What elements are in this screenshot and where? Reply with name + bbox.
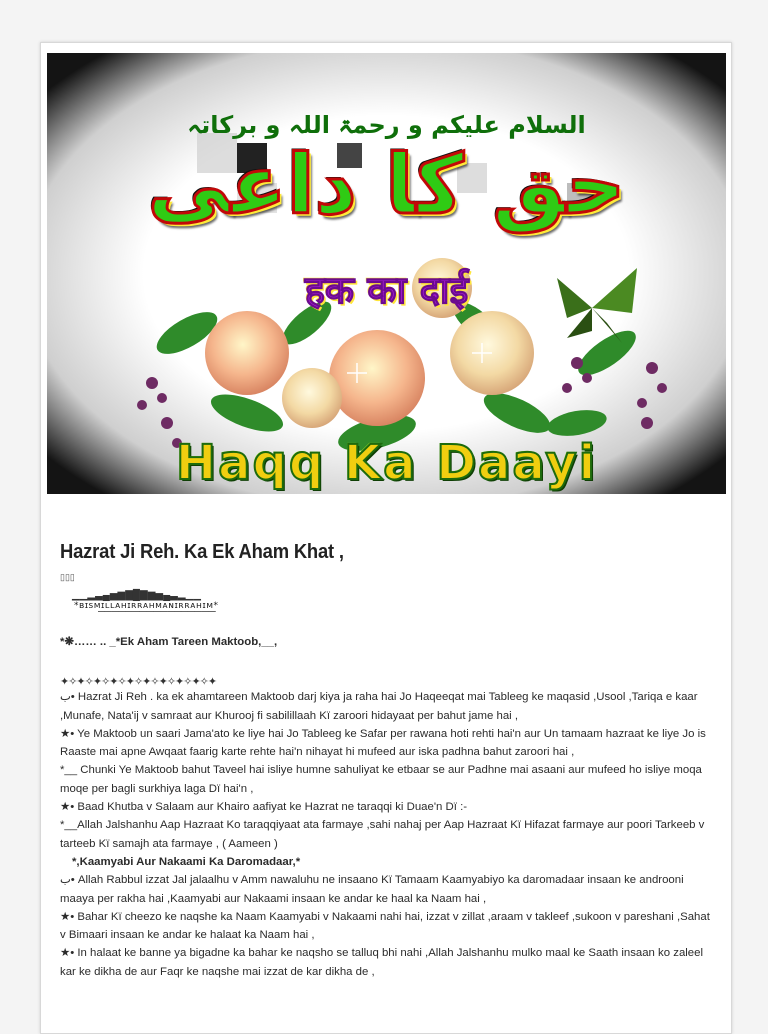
section-heading: *,Kaamyabi Aur Nakaami Ka Daromadaar,* (72, 855, 301, 868)
section-heading: *❋…… .. _*Ek Aham Tareen Maktoob,__, (60, 636, 278, 648)
latin-title: Haqq Ka Daayi (175, 435, 598, 491)
unrendered-glyphs: ▯▯▯ (60, 572, 75, 582)
paragraph: ★• Baad Khutba v Salaam aur Khairo aafiyat ke Hazrat ne taraqqi ki Duae'n Dï :- (60, 801, 468, 814)
post-title: Hazrat Ji Reh. Ka Ek Aham Khat , (60, 541, 344, 563)
bismillah-top-border: ▁▁▂▃▄▅▆▇█▇▆▅▄▃▂▁▁ (72, 590, 201, 601)
diamond-divider: ✦✧✦✧✦✧✦✧✦✧✦✧✦✧✦✧✦✧✦ (60, 675, 217, 689)
hindi-title: हक का दाई (304, 268, 469, 312)
urdu-title: حق کا داعی (147, 138, 626, 233)
post-content (60, 541, 712, 981)
banner-image (47, 53, 726, 494)
bismillah-text: *ʙɪsᴍɪʟʟᴀʜɪʀʀᴀʜᴍᴀɴɪʀʀᴀʜɪᴍ* (74, 601, 219, 611)
paragraph: *__ Chunki Ye Maktoob bahut Taveel hai isliye humne sahuliyat ke etbaar se aur Padhne mai asaani aur mufeed ho isliye moqa moqe per bagli surkhiya laga Dï hai'n , (60, 764, 702, 795)
paragraph: ★• Bahar Kï cheezo ke naqshe ka Naam Kaamyabi v Nakaami nahi hai, izzat v zillat ,araam v takleef ,sukoon v pareshani ,Sahat v Bimaari insaan ke andar ke halaat ka Naam hai , (60, 910, 710, 942)
salaam-text: السلام علیکم و رحمۃ اللہ و برکاتہ (187, 111, 586, 139)
bismillah-bottom-border: ▔▔▔▔▔▔▔▔▔▔▔▔▔▔▔▔▔ (98, 611, 216, 621)
spacer (60, 651, 712, 669)
paragraph: ب• Hazrat Ji Reh . ka ek ahamtareen Maktoob darj kiya ja raha hai Jo Haqeeqat mai Tableeg ke maqasid ,Usool ,Tariqa e kaar ,Munafe, Nata'ij v samraat aur Khurooj fi sabilillaah Kï zaroori hidayaat per bahut jame hai , (60, 691, 698, 722)
post-card (40, 42, 732, 1034)
paragraph: ب• Allah Rabbul izzat Jal jalaalhu v Amm nawaluhu ne insaano Kï Tamaam Kaamyabiyo ka daromadaar insaan ke androoni maaya per rakha hai ,Kaamyabi aur Nakaami insaan ke andar ke haal ka Naam hai , (60, 874, 684, 905)
paragraph: *__Allah Jalshanhu Aap Hazraat Ko taraqqiyaat ata farmaye ,sahi nahaj per Aap Hazraat Kï Hifazat farmaye aur poori Tarkeeb v tarteeb Kï samajh ata farmaye , ( Aameen ) (60, 819, 705, 850)
paragraph: ★• In halaat ke banne ya bigadne ka bahar ke naqsho se talluq bhi nahi ,Allah Jalshanhu mulko maal ke Saath insaan ko zaleel kar ke dikha de aur Faqr ke naqshe mai izzat de kar dikha de , (60, 947, 704, 978)
paragraph: ★• Ye Maktoob un saari Jama'ato ke liye hai Jo Tableeg ke Safar per rawana hoti rehti hai'n aur Un tamaam hazraat ke liye Jo is Raaste mai apne Awqaat faarig karte rehte hai'n nihayat hi mufeed aur iska padhna bahut zaroori hai , (60, 727, 706, 759)
